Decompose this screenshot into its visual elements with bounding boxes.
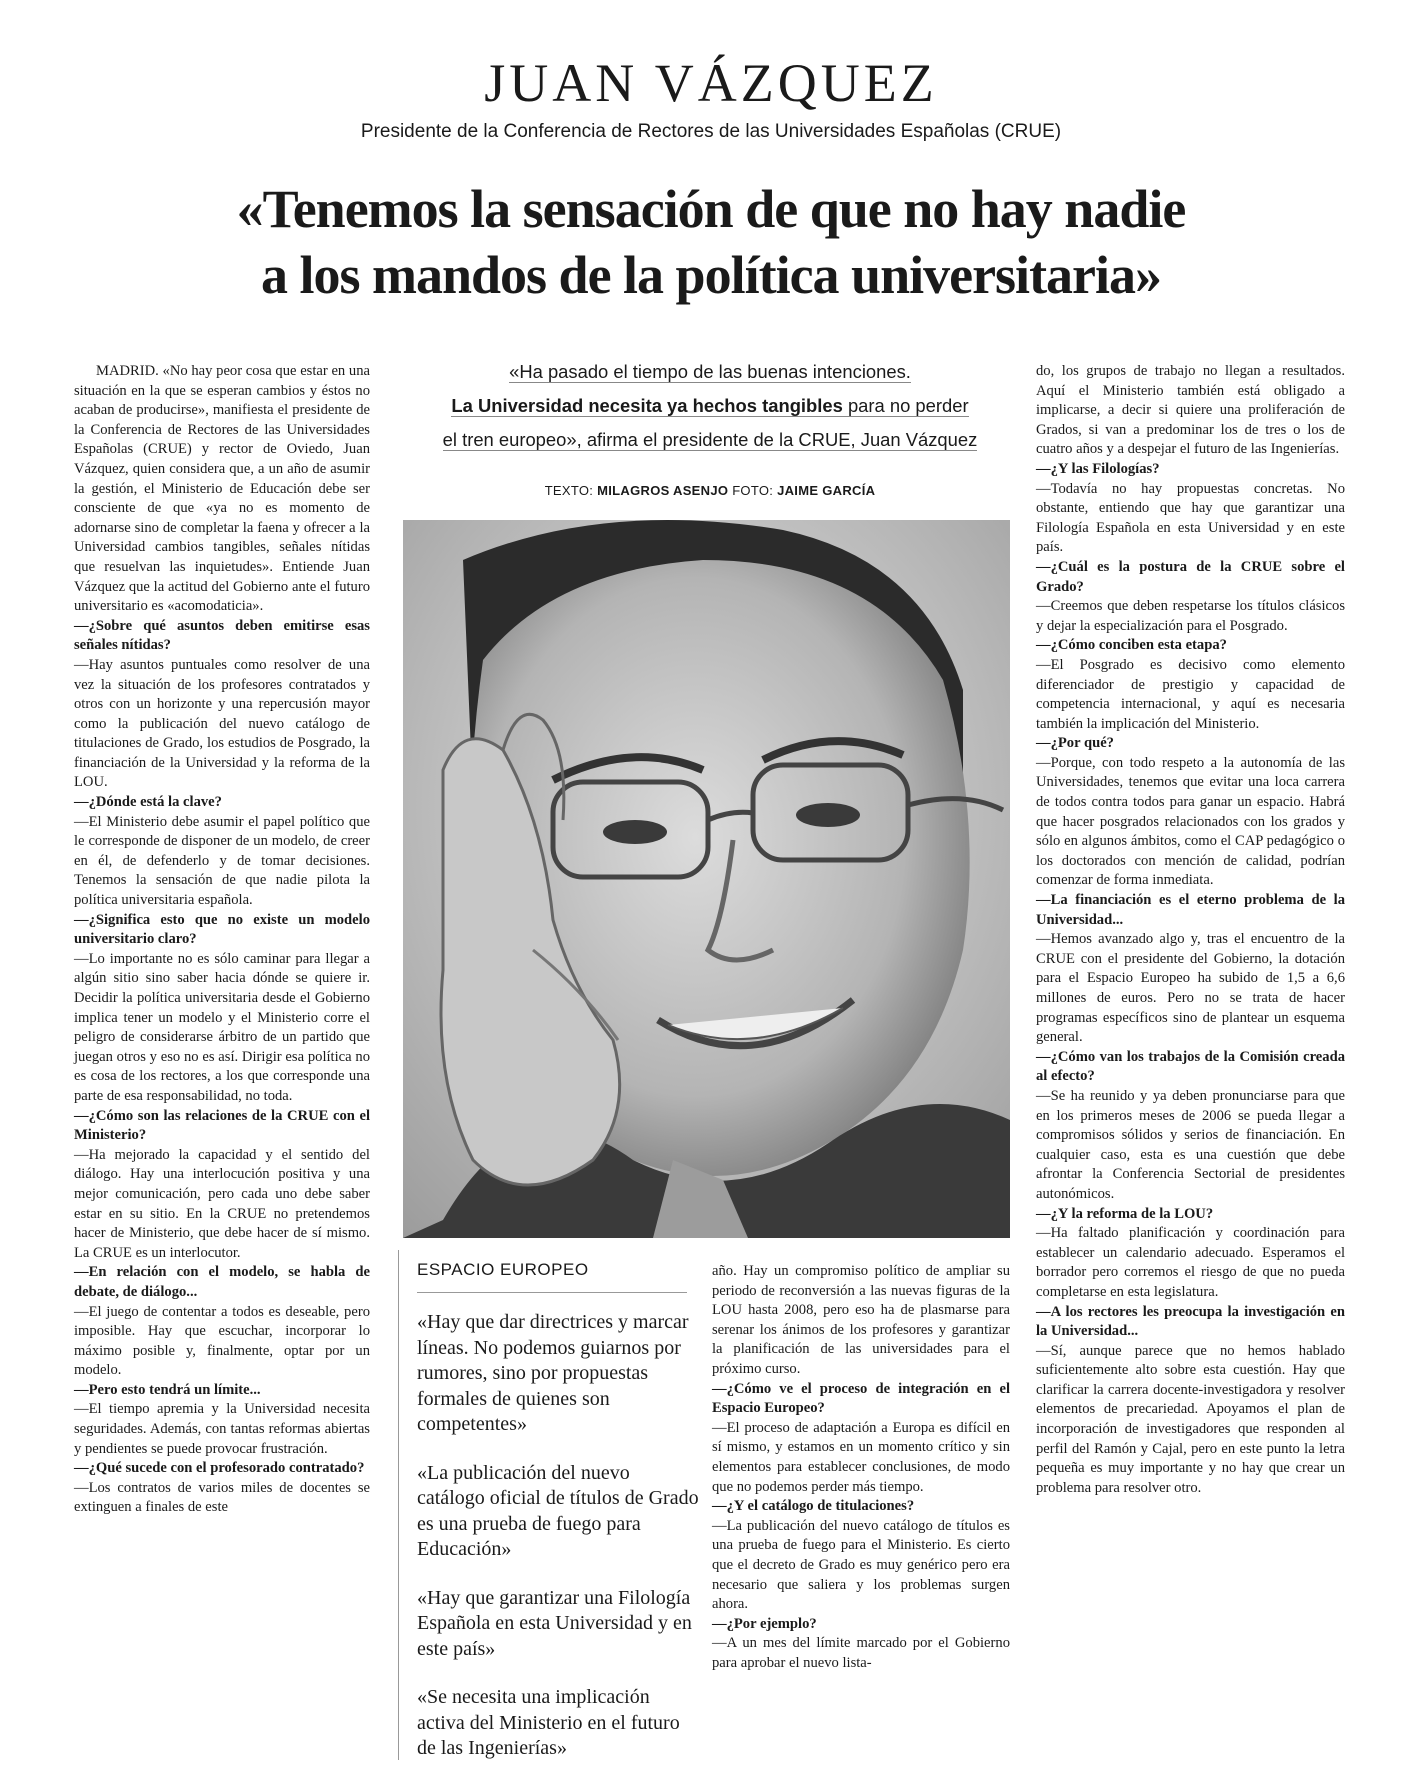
interview-paragraph: —Porque, con todo respeto a la autonomía de las Universidades, tenemos que evitar una loca carrera de todos contra todos para ganar un espacio. Habrá que hacer posgrados relacionados con los grados y sólo en algunos ámbitos, como el CAP pedagógico o los doctorados con mención de calidad, podrían comenzar de forma inmediata.: [1036, 754, 1345, 889]
column-right: [1036, 362, 1345, 1498]
interview-paragraph: —El proceso de adaptación a Europa es difícil en sí mismo, y estamos en un momento crítico y sin elementos para establecer conclusiones, de modo que no podemos perder más tiempo.: [712, 1419, 1010, 1495]
interview-question: —¿Cómo son las relaciones de la CRUE con el Ministerio?: [74, 1107, 370, 1144]
interview-question: —¿Por ejemplo?: [712, 1615, 817, 1632]
interview-question: —¿Por qué?: [1036, 735, 1114, 752]
sidebar-rule: [417, 1292, 687, 1293]
interview-paragraph: —Ha mejorado la capacidad y el sentido del diálogo. Hay una interlocución positiva y una mejor comunicación, pero cada uno debe saber estar en su sitio. En la CRUE no pretendemos hacer de Ministerio, que debe hacer de sí mismo. La CRUE es un interlocutor.: [74, 1146, 370, 1261]
interview-paragraph: —Todavía no hay propuestas concretas. No obstante, entiendo que hay que garantizar una Filología Española en esta Universidad y en este país.: [1036, 480, 1345, 556]
byline-credits: [410, 483, 1010, 498]
interview-question: —Pero esto tendrá un límite...: [74, 1381, 261, 1398]
interview-paragraph: —El juego de contentar a todos es deseable, pero imposible. Hay que escuchar, incorporar lo máximo posible y, finalmente, optar por un modelo.: [74, 1303, 370, 1379]
column-middle: [712, 1262, 1010, 1673]
interview-paragraph: —Hay asuntos puntuales como resolver de una vez la situación de los profesores contratados y otros con un horizonte y una repercusión mayor como la publicación del nuevo catálogo de titulaciones de Grado, los estudios de Posgrado, la financiación de la Universidad y la reforma de la LOU.: [74, 656, 370, 791]
column-left: [74, 362, 370, 1518]
headline: [60, 176, 1362, 308]
headline-line-2: a los mandos de la política universitaria»: [260, 245, 1162, 305]
interview-paragraph: —Sí, aunque parece que no hemos hablado suficientemente alto sobre esta cuestión. Hay que clarificar la carrera docente-investigadora y resolver elementos de precariedad. Apoyamos el plan de incorporación de investigadores que responden al perfil del Ramón y Cajal, pero en este punto la letra pequeña es muy importante y no hay que crear un problema para resolver otro.: [1036, 1342, 1345, 1496]
deck-line-2-rest: para no perder: [842, 395, 969, 416]
pull-quote: «La publicación del nuevo catálogo oficial de títulos de Grado es una prueba de fuego para Educación»: [417, 1461, 699, 1560]
interview-question: —¿Significa esto que no existe un modelo universitario claro?: [74, 911, 370, 948]
deck-line-2: [451, 395, 968, 417]
interview-question: —En relación con el modelo, se habla de debate, de diálogo...: [74, 1264, 370, 1300]
portrait-illustration: [403, 520, 1010, 1238]
deck-line-1: «Ha pasado el tiempo de las buenas intenciones.: [509, 361, 911, 382]
sidebar-espacio-europeo: [398, 1250, 699, 1760]
interview-paragraph: —Los contratos de varios miles de docentes se extinguen a finales de este: [74, 1479, 370, 1516]
interview-question: —¿Y la reforma de la LOU?: [1036, 1205, 1214, 1222]
interviewee-name: JUAN VÁZQUEZ: [484, 53, 938, 113]
interview-question: —¿Cómo ve el proceso de integración en el Espacio Europeo?: [712, 1380, 1010, 1417]
interview-question: —¿Cómo conciben esta etapa?: [1036, 637, 1227, 654]
text-credit-author: MILAGROS ASENJO: [597, 483, 729, 498]
text-credit-label: TEXTO:: [544, 483, 598, 498]
deck-line-3: el tren europeo», afirma el presidente de la CRUE, Juan Vázquez: [442, 429, 978, 450]
interview-question: —La financiación es el eterno problema de la Universidad...: [1036, 892, 1345, 928]
interview-paragraph: do, los grupos de trabajo no llegan a resultados. Aquí el Ministerio también está obligado a implicarse, a decir si quiere una proliferación de Grados, si van a predominar los de tres o los de cuatro años y a despejar el futuro de las Ingenierías.: [1036, 363, 1345, 458]
interview-paragraph: MADRID. «No hay peor cosa que estar en una situación en la que se esperan cambios y éstos no acaban de producirse», manifiesta el presidente de la Conferencia de Rectores de las Universidades Españolas (CRUE) y rector de Oviedo, Juan Vázquez, quien considera que, a un año de asumir la gestión, el Ministerio de Educación debe ser consciente de que «ya no es momento de adornarse sino de completar la faena y ofrecer a la Universidad cambios tangibles, señales nítidas que resuelvan las inquietudes». Entiende Juan Vázquez que la actitud del Gobierno ante el futuro universitario es «acomodaticia».: [74, 363, 370, 615]
interview-paragraph: —A un mes del límite marcado por el Gobierno para aprobar el nuevo lista-: [712, 1635, 1010, 1671]
interview-paragraph: —La publicación del nuevo catálogo de títulos es una prueba de fuego para el Ministerio. Es cierto que el decreto de Grado es muy genérico pero era necesario que saliera y los problemas surgen ahora.: [712, 1517, 1010, 1613]
interview-paragraph: —Hemos avanzado algo y, tras el encuentro de la CRUE con el presidente del Gobierno, la dotación para el Espacio Europeo ha subido de 1,5 a 6,6 millones de euros. Pero no se trata de hacer programas específicos sino de plantear un esquema general.: [1036, 931, 1345, 1046]
interview-question: —¿Sobre qué asuntos deben emitirse esas señales nítidas?: [74, 617, 370, 654]
interview-paragraph: —Se ha reunido y ya deben pronunciarse para que en los primeros meses de 2006 se pueda llegar a compromisos sólidos y serios de financiación. En cualquier caso, esta es una cuestión que debe afrontar la Conferencia Sectorial de presidentes autonómicos.: [1036, 1087, 1345, 1202]
interview-paragraph: —Ha faltado planificación y coordinación para establecer un calendario adecuado. Esperamos el borrador pero corremos el riesgo de que no pueda completarse en esta legislatura.: [1036, 1225, 1345, 1300]
photo-credit-author: JAIME GARCÍA: [777, 483, 876, 498]
headline-line-1: «Tenemos la sensación de que no hay nadie: [236, 179, 1186, 239]
interview-question: —¿Cuál es la postura de la CRUE sobre el Grado?: [1036, 558, 1345, 595]
pull-quote: «Se necesita una implicación activa del Ministerio en el futuro de las Ingenierías»: [417, 1686, 680, 1759]
interview-paragraph: —El Ministerio debe asumir el papel político que le corresponde de disponer de un modelo, de creer en él, de defenderlo y de tomar decisiones. Tenemos la sensación de que nadie pilota la política universitaria española.: [74, 813, 370, 909]
interview-question: —A los rectores les preocupa la investigación en la Universidad...: [1036, 1303, 1345, 1340]
deck-line-2-bold: La Universidad necesita ya hechos tangibles: [451, 395, 843, 416]
interview-question: —¿Cómo van los trabajos de la Comisión creada al efecto?: [1036, 1048, 1345, 1085]
pull-quote: «Hay que garantizar una Filología Española en esta Universidad y en este país»: [417, 1586, 692, 1660]
pull-quote: «Hay que dar directrices y marcar líneas. No podemos guiarnos por rumores, sino por propuestas formales de quienes son competentes»: [417, 1311, 689, 1435]
interview-paragraph: —El Posgrado es decisivo como elemento diferenciador de prestigio y capacidad de competencia internacional, y aquí es necesaria también la implicación del Ministerio.: [1036, 656, 1345, 732]
interview-paragraph: —El tiempo apremia y la Universidad necesita seguridades. Además, con tantas reformas abiertas y pendientes se puede provocar frustración.: [74, 1401, 370, 1457]
sidebar-title: ESPACIO EUROPEO: [417, 1260, 589, 1279]
interview-paragraph: —Lo importante no es sólo caminar para llegar a algún sitio sino saber hacia dónde se quiere ir. Decidir la política universitaria desde el Gobierno implica tener un modelo y el Ministerio corre el peligro de considerarse árbitro de un partido que juegan otros y eso no es así. Dirigir esa política no es cosa de los rectores, a los que corresponde una parte de esa responsabilidad, no toda.: [74, 950, 370, 1104]
deck-standfirst: [410, 355, 1010, 457]
portrait-photo: [403, 520, 1010, 1238]
interview-question: —¿Y las Filologías?: [1036, 460, 1160, 477]
interview-question: —¿Y el catálogo de titulaciones?: [712, 1498, 915, 1515]
interview-paragraph: —Creemos que deben respetarse los títulos clásicos y dejar la especialización para el Posgrado.: [1036, 598, 1345, 634]
photo-credit-label: FOTO:: [728, 483, 778, 498]
sidebar-quotes: [417, 1310, 699, 1785]
interviewee-title: Presidente de la Conferencia de Rectores de las Universidades Españolas (CRUE): [360, 121, 1062, 142]
interview-paragraph: año. Hay un compromiso político de ampliar su periodo de reconversión a las nuevas figuras de la LOU hasta 2008, pero eso ha de plasmarse para serenar los ánimos de los profesores y garantizar la planificación de las universidades para el próximo curso.: [712, 1263, 1010, 1377]
interview-question: —¿Dónde está la clave?: [74, 794, 222, 811]
interview-question: —¿Qué sucede con el profesorado contratado?: [74, 1460, 365, 1477]
